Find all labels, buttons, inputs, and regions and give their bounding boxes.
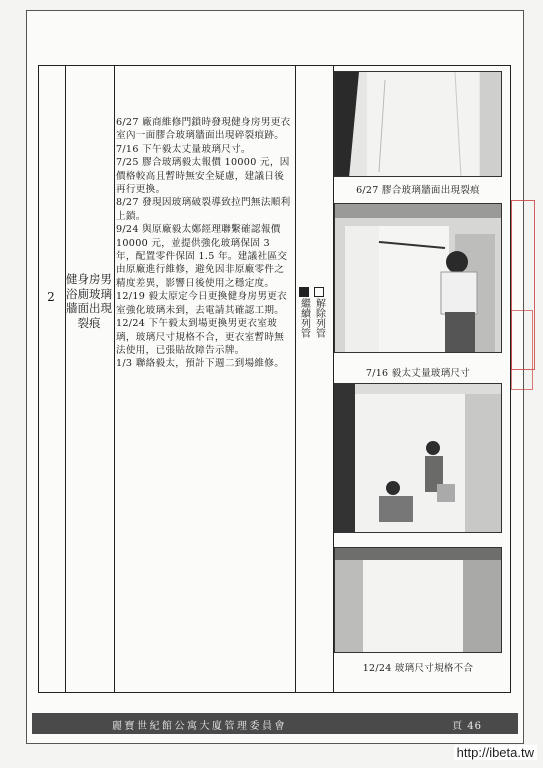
photo-measuring-image bbox=[335, 204, 502, 353]
release-label: 解除列管 bbox=[313, 298, 325, 338]
row-number: 2 bbox=[47, 290, 55, 304]
tracking-status bbox=[296, 287, 326, 342]
photo-installing bbox=[334, 383, 502, 533]
footer-title: 麗寶世紀館公寓大廈管理委員會 bbox=[112, 721, 287, 732]
site-watermark: http://ibeta.tw bbox=[454, 745, 537, 760]
photo-installing-image bbox=[335, 384, 502, 533]
photo-caption-1: 6/27 膠合玻璃牆面出現裂痕 bbox=[356, 185, 480, 196]
continue-checkbox[interactable] bbox=[299, 287, 309, 297]
photo-glass-wall bbox=[334, 71, 502, 177]
red-seal-stamp-small bbox=[511, 310, 533, 390]
photo-glass-wall-image bbox=[335, 72, 502, 177]
issue-description: 6/27 廠商維修門鎖時發現健身房男更衣室內一面膠合玻璃牆面出現碎裂痕跡。 7/16 下午毅太丈量玻璃尺寸。 7/25 膠合玻璃毅太報價 10000 元，因價格較高且暫時無安全疑慮，建議日後再行更換。 8/27 發現因玻璃破裂導致拉門無法順利上鎖。 9/24 與原廠毅太鄭經理聯繫確認報價 10000 元，並提供強化玻璃保固 3 年，配置零件保固 1.5 年。建議社區交由原廠進行維修，避免因非原廠零件之精度差異，影響日後使用之穩定度。 12/19 毅太原定今日更換健身房男更衣室強化玻璃未到，去電請其確認工期。 12/24 下午毅太到場更換男更衣室玻璃，玻璃尺寸規格不合，更衣室暫時無法使用，已張貼故障告示牌。 1/3 聯絡毅太，預計下週二到場維修。 bbox=[116, 117, 291, 370]
photo-caption-4: 12/24 玻璃尺寸規格不合 bbox=[362, 663, 474, 674]
continue-label: 繼續列管 bbox=[298, 298, 310, 338]
release-checkbox[interactable] bbox=[314, 287, 324, 297]
photo-glass-panel-image bbox=[335, 548, 502, 653]
page-number: 頁 46 bbox=[452, 721, 482, 732]
photo-measuring bbox=[334, 203, 502, 353]
photo-glass-panel bbox=[334, 547, 502, 653]
page-footer bbox=[32, 713, 518, 734]
issue-item: 健身房男浴廁玻璃牆面出現裂痕 bbox=[66, 272, 112, 330]
photo-caption-2: 7/16 毅太丈量玻璃尺寸 bbox=[365, 368, 471, 379]
